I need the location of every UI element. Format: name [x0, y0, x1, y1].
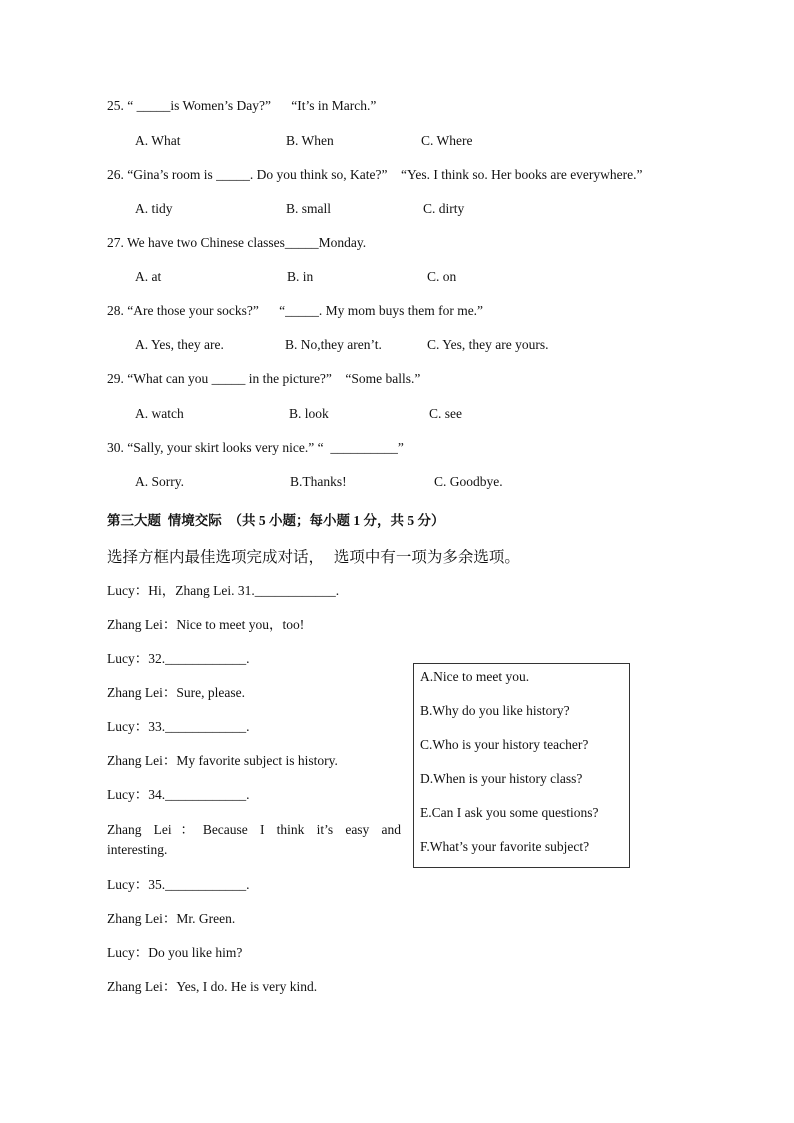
dialogue-line: Zhang Lei：My favorite subject is history.: [107, 753, 338, 768]
question-26-option-c: C. dirty: [423, 201, 465, 216]
question-28-option-a: A. Yes, they are.: [135, 337, 224, 352]
choice-e: E.Can I ask you some questions?: [420, 805, 599, 820]
dialogue-line: Lucy：32.____________.: [107, 651, 250, 666]
choice-f: F.What’s your favorite subject?: [420, 839, 590, 854]
dialogue-line: Zhang Lei：Nice to meet you，too!: [107, 617, 305, 632]
question-27-option-a: A. at: [135, 269, 162, 284]
question-29-option-c: C. see: [429, 406, 462, 421]
dialogue-line: Zhang Lei：Mr. Green.: [107, 911, 236, 926]
dialogue-line: Lucy：Do you like him?: [107, 945, 243, 960]
question-30-option-c: C. Goodbye.: [434, 474, 503, 489]
dialogue-line: Lucy：33.____________.: [107, 719, 250, 734]
dialogue-line: Lucy：34.____________.: [107, 787, 250, 802]
dialogue-line: Zhang Lei：Sure, please.: [107, 685, 245, 700]
dialogue-line: Zhang Lei：Because I think it’s easy and: [107, 822, 401, 837]
section-heading: 第三大题 情境交际 （共 5 小题；每小题 1 分，共 5 分）: [107, 513, 445, 528]
question-30-option-a: A. Sorry.: [135, 474, 184, 489]
question-28-option-b: B. No,they aren’t.: [285, 337, 382, 352]
question-26-option-a: A. tidy: [135, 201, 173, 216]
question-26-stem: 26. “Gina’s room is _____. Do you think so, Kate?” “Yes. I think so. Her books are everywhere.”: [107, 167, 643, 182]
question-28-option-c: C. Yes, they are yours.: [427, 337, 549, 352]
question-29-option-b: B. look: [289, 406, 329, 421]
choices-box: [413, 663, 630, 868]
dialogue-line: Zhang Lei：Yes, I do. He is very kind.: [107, 979, 318, 994]
dialogue-line-wrapped: [107, 820, 401, 860]
question-29-stem: 29. “What can you _____ in the picture?” “Some balls.”: [107, 371, 421, 386]
question-28-stem: 28. “Are those your socks?” “_____. My mom buys them for me.”: [107, 303, 484, 318]
choice-d: D.When is your history class?: [420, 771, 583, 786]
question-29-option-a: A. watch: [135, 406, 184, 421]
dialogue-line: Lucy：35.____________.: [107, 877, 250, 892]
question-25-option-c: C. Where: [421, 133, 473, 148]
question-25-option-b: B. When: [286, 133, 334, 148]
question-27-stem: 27. We have two Chinese classes_____Monday.: [107, 235, 367, 250]
choice-a: A.Nice to meet you.: [420, 669, 530, 684]
question-30-option-b: B.Thanks!: [290, 474, 347, 489]
dialogue-line: Lucy：Hi，Zhang Lei. 31.____________.: [107, 583, 340, 598]
choice-c: C.Who is your history teacher?: [420, 737, 589, 752]
question-27-option-b: B. in: [287, 269, 314, 284]
dialogue-line-continuation: interesting.: [107, 842, 168, 857]
question-26-option-b: B. small: [286, 201, 332, 216]
question-27-option-c: C. on: [427, 269, 457, 284]
question-25-stem: 25. “ _____is Women’s Day?” “It’s in March.”: [107, 98, 377, 113]
question-25-option-a: A. What: [135, 133, 181, 148]
choice-b: B.Why do you like history?: [420, 703, 570, 718]
section-instruction: 选择方框内最佳选项完成对话， 选项中有一项为多余选项。: [107, 548, 520, 566]
question-30-stem: 30. “Sally, your skirt looks very nice.” “ __________”: [107, 440, 404, 455]
